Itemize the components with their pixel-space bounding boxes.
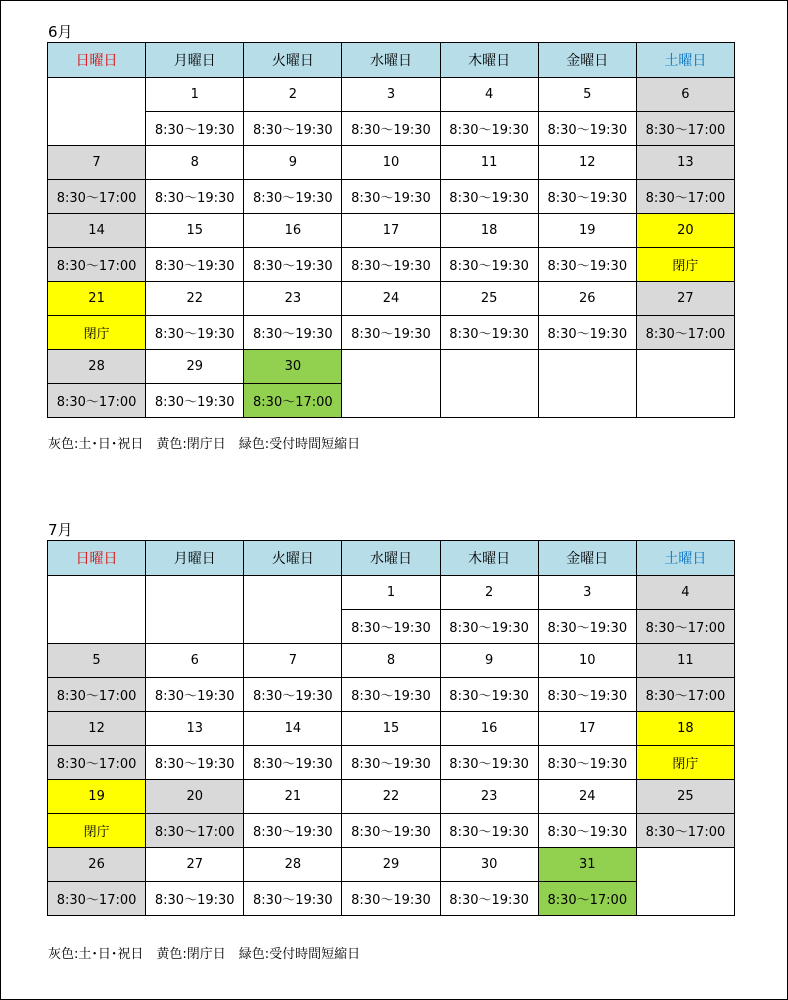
- day-number-cell: 8: [146, 146, 244, 180]
- day-number-cell: 23: [440, 780, 538, 814]
- hours-cell: 8:30～17:00: [48, 882, 146, 916]
- week-hours-row: [48, 180, 735, 214]
- weekday-friday: 金曜日: [538, 541, 636, 576]
- week-hours-row: [48, 678, 735, 712]
- hours-cell: 8:30～19:30: [440, 316, 538, 350]
- hours-cell: 8:30～17:00: [48, 248, 146, 282]
- week-day-row: [48, 214, 735, 248]
- day-number-cell: 4: [440, 78, 538, 112]
- empty-cell: [342, 350, 440, 418]
- weekday-friday: 金曜日: [538, 43, 636, 78]
- day-number-cell: 26: [538, 282, 636, 316]
- hours-cell: 8:30～19:30: [440, 248, 538, 282]
- day-number-cell: 24: [538, 780, 636, 814]
- day-number-cell: 26: [48, 848, 146, 882]
- hours-cell: 8:30～19:30: [538, 610, 636, 644]
- day-number-cell: 3: [538, 576, 636, 610]
- week-day-row: [48, 350, 735, 384]
- week-day-row: [48, 282, 735, 316]
- hours-cell: 8:30～19:30: [342, 180, 440, 214]
- day-number-cell: 15: [146, 214, 244, 248]
- month-title-july: 7月: [48, 521, 73, 539]
- hours-cell: 8:30～17:00: [636, 112, 734, 146]
- hours-cell: 8:30～19:30: [342, 882, 440, 916]
- calendar-june: [47, 42, 735, 418]
- day-number-cell: 7: [244, 644, 342, 678]
- week-day-row: [48, 712, 735, 746]
- closed-day-cell: 閉庁: [48, 316, 146, 350]
- week-hours-row: [48, 248, 735, 282]
- hours-cell: 8:30～19:30: [440, 112, 538, 146]
- day-number-cell: 14: [244, 712, 342, 746]
- color-legend-june: 灰色:土･日･祝日 黄色:閉庁日 緑色:受付時間短縮日: [48, 437, 361, 452]
- day-number-cell: 12: [538, 146, 636, 180]
- day-number-cell: 20: [636, 214, 734, 248]
- hours-cell: 8:30～19:30: [342, 248, 440, 282]
- weekday-wednesday: 水曜日: [342, 43, 440, 78]
- day-number-cell: 23: [244, 282, 342, 316]
- day-number-cell: 17: [538, 712, 636, 746]
- hours-cell: 8:30～19:30: [440, 610, 538, 644]
- closed-day-cell: 閉庁: [636, 746, 734, 780]
- day-number-cell: 24: [342, 282, 440, 316]
- hours-cell: 8:30～19:30: [146, 678, 244, 712]
- day-number-cell: 1: [146, 78, 244, 112]
- empty-cell: [48, 576, 146, 644]
- hours-cell: 8:30～17:00: [244, 384, 342, 418]
- day-number-cell: 29: [146, 350, 244, 384]
- hours-cell: 8:30～17:00: [636, 814, 734, 848]
- day-number-cell: 6: [636, 78, 734, 112]
- closed-day-cell: 閉庁: [636, 248, 734, 282]
- week-hours-row: [48, 316, 735, 350]
- week-day-row: [48, 848, 735, 882]
- hours-cell: 8:30～19:30: [538, 112, 636, 146]
- hours-cell: 8:30～17:00: [48, 746, 146, 780]
- day-number-cell: 13: [146, 712, 244, 746]
- hours-cell: 8:30～19:30: [342, 610, 440, 644]
- day-number-cell: 18: [440, 214, 538, 248]
- hours-cell: 8:30～19:30: [244, 248, 342, 282]
- day-number-cell: 14: [48, 214, 146, 248]
- hours-cell: 8:30～19:30: [440, 882, 538, 916]
- day-number-cell: 16: [244, 214, 342, 248]
- day-number-cell: 16: [440, 712, 538, 746]
- week-hours-row: [48, 814, 735, 848]
- day-number-cell: 17: [342, 214, 440, 248]
- day-number-cell: 18: [636, 712, 734, 746]
- hours-cell: 8:30～17:00: [146, 814, 244, 848]
- hours-cell: 8:30～17:00: [636, 180, 734, 214]
- hours-cell: 8:30～17:00: [538, 882, 636, 916]
- hours-cell: 8:30～19:30: [342, 678, 440, 712]
- week-day-row: [48, 78, 735, 112]
- hours-cell: 8:30～19:30: [244, 112, 342, 146]
- day-number-cell: 8: [342, 644, 440, 678]
- weekday-monday: 月曜日: [146, 541, 244, 576]
- day-number-cell: 30: [440, 848, 538, 882]
- day-number-cell: 2: [244, 78, 342, 112]
- day-number-cell: 30: [244, 350, 342, 384]
- day-number-cell: 3: [342, 78, 440, 112]
- day-number-cell: 15: [342, 712, 440, 746]
- hours-cell: 8:30～19:30: [342, 746, 440, 780]
- day-number-cell: 22: [342, 780, 440, 814]
- day-number-cell: 7: [48, 146, 146, 180]
- weekday-sunday: 日曜日: [48, 43, 146, 78]
- day-number-cell: 21: [48, 282, 146, 316]
- hours-cell: 8:30～19:30: [538, 316, 636, 350]
- empty-cell: [146, 576, 244, 644]
- hours-cell: 8:30～19:30: [342, 316, 440, 350]
- hours-cell: 8:30～19:30: [146, 746, 244, 780]
- day-number-cell: 27: [636, 282, 734, 316]
- day-number-cell: 2: [440, 576, 538, 610]
- empty-cell: [636, 848, 734, 916]
- hours-cell: 8:30～19:30: [146, 882, 244, 916]
- day-number-cell: 28: [244, 848, 342, 882]
- weekday-thursday: 木曜日: [440, 43, 538, 78]
- hours-cell: 8:30～19:30: [244, 882, 342, 916]
- hours-cell: 8:30～19:30: [244, 814, 342, 848]
- day-number-cell: 12: [48, 712, 146, 746]
- weekday-sunday: 日曜日: [48, 541, 146, 576]
- hours-cell: 8:30～19:30: [146, 112, 244, 146]
- day-number-cell: 11: [636, 644, 734, 678]
- hours-cell: 8:30～19:30: [342, 112, 440, 146]
- weekday-monday: 月曜日: [146, 43, 244, 78]
- hours-cell: 8:30～19:30: [146, 248, 244, 282]
- week-hours-row: [48, 882, 735, 916]
- hours-cell: 8:30～19:30: [146, 384, 244, 418]
- day-number-cell: 4: [636, 576, 734, 610]
- day-number-cell: 22: [146, 282, 244, 316]
- empty-cell: [48, 78, 146, 146]
- hours-cell: 8:30～19:30: [440, 814, 538, 848]
- day-number-cell: 20: [146, 780, 244, 814]
- hours-cell: 8:30～19:30: [244, 316, 342, 350]
- hours-cell: 8:30～19:30: [146, 316, 244, 350]
- day-number-cell: 19: [48, 780, 146, 814]
- week-hours-row: [48, 746, 735, 780]
- week-day-row: [48, 146, 735, 180]
- weekday-saturday: 土曜日: [636, 541, 734, 576]
- day-number-cell: 11: [440, 146, 538, 180]
- hours-cell: 8:30～19:30: [244, 180, 342, 214]
- hours-cell: 8:30～19:30: [538, 746, 636, 780]
- day-number-cell: 10: [538, 644, 636, 678]
- empty-cell: [636, 350, 734, 418]
- day-number-cell: 9: [244, 146, 342, 180]
- day-number-cell: 6: [146, 644, 244, 678]
- month-title-june: 6月: [48, 23, 73, 41]
- weekday-saturday: 土曜日: [636, 43, 734, 78]
- day-number-cell: 31: [538, 848, 636, 882]
- hours-cell: 8:30～17:00: [636, 678, 734, 712]
- empty-cell: [440, 350, 538, 418]
- day-number-cell: 1: [342, 576, 440, 610]
- hours-cell: 8:30～17:00: [48, 180, 146, 214]
- week-day-row: [48, 644, 735, 678]
- hours-cell: 8:30～19:30: [146, 180, 244, 214]
- empty-cell: [244, 576, 342, 644]
- day-number-cell: 21: [244, 780, 342, 814]
- day-number-cell: 27: [146, 848, 244, 882]
- hours-cell: 8:30～19:30: [538, 678, 636, 712]
- hours-cell: 8:30～17:00: [48, 678, 146, 712]
- day-number-cell: 29: [342, 848, 440, 882]
- hours-cell: 8:30～19:30: [244, 746, 342, 780]
- week-day-row: [48, 576, 735, 610]
- calendar-july: [47, 540, 735, 916]
- hours-cell: 8:30～19:30: [342, 814, 440, 848]
- day-number-cell: 25: [440, 282, 538, 316]
- day-number-cell: 25: [636, 780, 734, 814]
- hours-cell: 8:30～19:30: [440, 678, 538, 712]
- hours-cell: 8:30～17:00: [636, 316, 734, 350]
- week-hours-row: [48, 112, 735, 146]
- weekday-tuesday: 火曜日: [244, 541, 342, 576]
- hours-cell: 8:30～19:30: [538, 814, 636, 848]
- day-number-cell: 5: [538, 78, 636, 112]
- weekday-header-row: [48, 43, 735, 78]
- week-day-row: [48, 780, 735, 814]
- day-number-cell: 10: [342, 146, 440, 180]
- hours-cell: 8:30～19:30: [440, 746, 538, 780]
- weekday-header-row: [48, 541, 735, 576]
- hours-cell: 8:30～19:30: [538, 180, 636, 214]
- closed-day-cell: 閉庁: [48, 814, 146, 848]
- day-number-cell: 13: [636, 146, 734, 180]
- hours-cell: 8:30～19:30: [244, 678, 342, 712]
- day-number-cell: 28: [48, 350, 146, 384]
- hours-cell: 8:30～19:30: [440, 180, 538, 214]
- empty-cell: [538, 350, 636, 418]
- day-number-cell: 19: [538, 214, 636, 248]
- weekday-wednesday: 水曜日: [342, 541, 440, 576]
- hours-cell: 8:30～17:00: [48, 384, 146, 418]
- day-number-cell: 9: [440, 644, 538, 678]
- color-legend-july: 灰色:土･日･祝日 黄色:閉庁日 緑色:受付時間短縮日: [48, 947, 361, 962]
- weekday-tuesday: 火曜日: [244, 43, 342, 78]
- hours-cell: 8:30～17:00: [636, 610, 734, 644]
- weekday-thursday: 木曜日: [440, 541, 538, 576]
- hours-cell: 8:30～19:30: [538, 248, 636, 282]
- day-number-cell: 5: [48, 644, 146, 678]
